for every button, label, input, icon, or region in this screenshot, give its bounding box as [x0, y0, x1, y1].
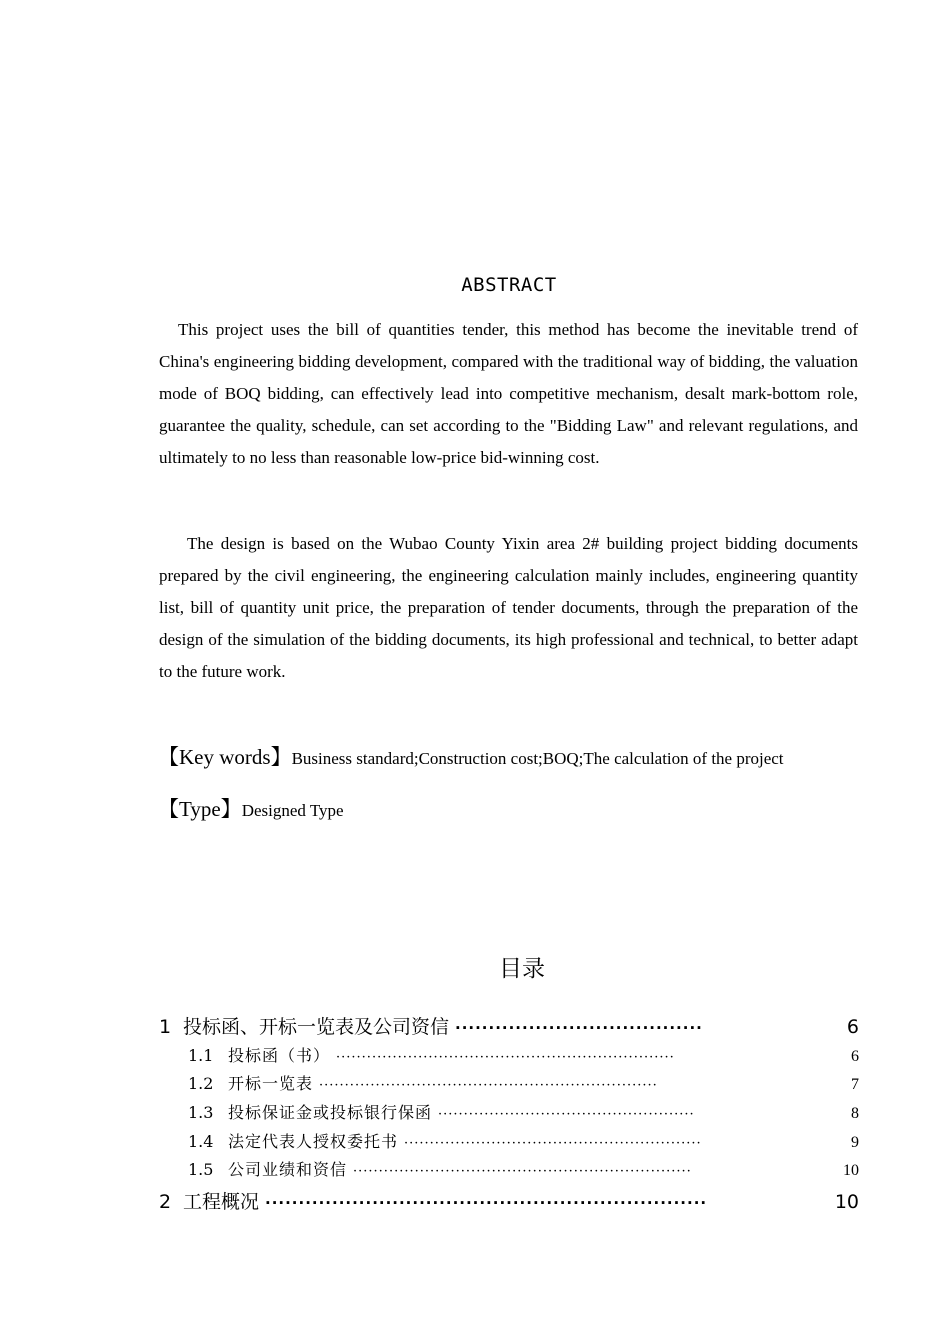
abstract-title: ABSTRACT: [461, 274, 557, 296]
toc-entry-page: 6: [846, 1016, 859, 1038]
toc-entry-page: 6: [851, 1048, 859, 1065]
toc-entry-leader: ··························································: [404, 1136, 702, 1151]
abstract-paragraph-2: The design is based on the Wubao County Yixin area 2# building project bidding documents prepared by the civil engineering, the engineering calculation mainly includes, engineering quantity list, bill of quantity unit price, the preparation of tender documents, through the preparation of the design of the simulation of the bidding documents, its high professional and technical, to better adapt to the future work.: [159, 534, 858, 681]
toc-entry-number: 1.5: [188, 1160, 214, 1179]
toc-entry-number: 1.1: [188, 1046, 214, 1065]
toc-entry[interactable]: [188, 1157, 859, 1180]
toc-entry-leader: ··································································: [353, 1164, 692, 1179]
toc-entry[interactable]: [188, 1071, 859, 1094]
toc-entry-leader: ··································································: [265, 1194, 708, 1212]
toc-entry[interactable]: [188, 1129, 859, 1152]
toc-entry-label: 公司业绩和资信: [228, 1160, 348, 1179]
toc-entry-page: 10: [843, 1162, 859, 1179]
toc-entry-label: 投标保证金或投标银行保函: [228, 1103, 433, 1122]
type-value: Designed Type: [241, 801, 344, 820]
keywords-value: Business standard;Construction cost;BOQ;The calculation of the project: [291, 749, 784, 768]
toc-entry[interactable]: [159, 1187, 859, 1214]
toc-entry-leader: ··················································: [438, 1107, 695, 1122]
type-line: [158, 793, 344, 823]
abstract-paragraph-1: This project uses the bill of quantities tender, this method has become the inevitable trend of China's engineering bidding development, compared with the traditional way of bidding, the valuation mode of BOQ bidding, can effectively lead into competitive mechanism, desalt mark-bottom role, guarantee the quality, schedule, can set according to the "Bidding Law" and relevant regulations, and ultimately to no less than reasonable low-price bid-winning cost.: [159, 320, 858, 467]
toc-entry-page: 7: [851, 1076, 859, 1093]
toc-entry-page: 9: [851, 1134, 859, 1151]
toc-entry-number: 2: [159, 1191, 172, 1213]
type-label: 【Type】: [158, 797, 242, 821]
toc-entry-number: 1.2: [188, 1074, 214, 1093]
toc-entry-label: 投标函（书）: [228, 1046, 331, 1065]
toc-entry-label: 法定代表人授权委托书: [228, 1132, 399, 1151]
toc-entry-page: 8: [851, 1105, 859, 1122]
toc-entry-page: 10: [834, 1191, 859, 1213]
toc-title: 目录: [499, 956, 545, 982]
toc-entry-number: 1.4: [188, 1132, 214, 1151]
toc-entry[interactable]: [188, 1100, 859, 1123]
toc-entry[interactable]: [159, 1012, 859, 1039]
toc-entry-number: 1: [159, 1016, 172, 1038]
toc-entry-leader: ··································································: [336, 1050, 675, 1065]
keywords-label: 【Key words】: [158, 745, 292, 769]
toc-entry-number: 1.3: [188, 1103, 214, 1122]
toc-entry-label: 工程概况: [183, 1191, 260, 1213]
toc-entry-label: 投标函、开标一览表及公司资信: [183, 1016, 450, 1038]
toc-entry[interactable]: [188, 1043, 859, 1066]
toc-entry-label: 开标一览表: [228, 1074, 314, 1093]
toc-entry-leader: ·····································: [455, 1019, 703, 1037]
keywords-line: [158, 741, 784, 771]
toc-entry-leader: ··································································: [319, 1078, 658, 1093]
